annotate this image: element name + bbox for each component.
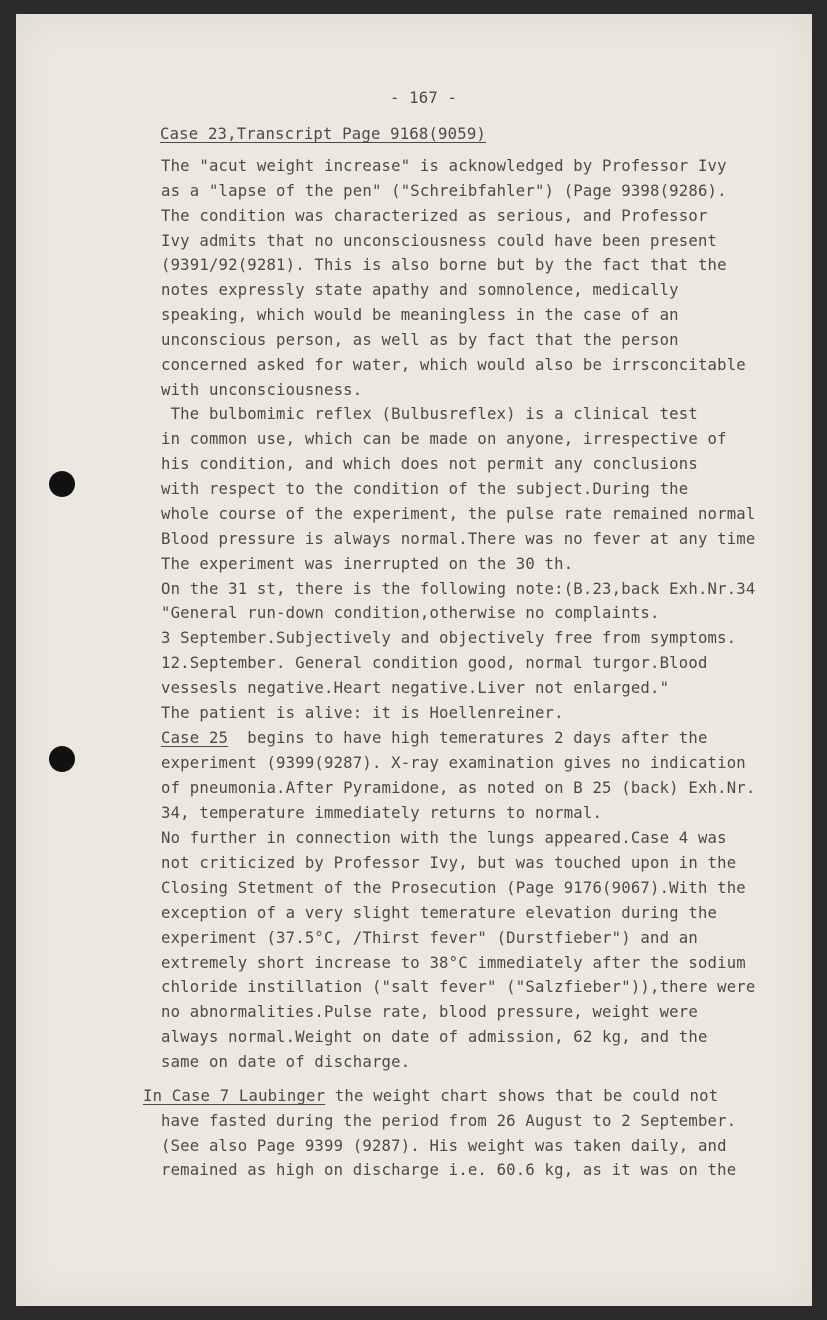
text-line: 3 September.Subjectively and objectively free from symptoms. <box>161 629 737 647</box>
case-7-label <box>143 1087 325 1105</box>
text-line: The experiment was inerrupted on the 30 th. <box>161 555 574 573</box>
text-line: The bulbomimic reflex (Bulbusreflex) is a clinical test <box>161 405 698 423</box>
punch-hole-top <box>49 471 75 497</box>
text-line: experiment (37.5°C, /Thirst fever" (Durstfieber") and an <box>161 929 698 947</box>
text-line: The condition was characterized as serious, and Professor <box>161 207 708 225</box>
text-line: his condition, and which does not permit any conclusions <box>161 455 698 473</box>
text-line: No further in connection with the lungs appeared.Case 4 was <box>161 829 727 847</box>
text-line: unconscious person, as well as by fact that the person <box>161 331 679 349</box>
text-line: always normal.Weight on date of admission, 62 kg, and the <box>161 1028 708 1046</box>
case-25-line <box>161 728 708 748</box>
page-number: - 167 - <box>390 89 458 107</box>
text-line: with respect to the condition of the subject.During the <box>161 480 689 498</box>
text-line: as a "lapse of the pen" ("Schreibfahler") (Page 9398(9286). <box>161 182 727 200</box>
text-line: chloride instillation ("salt fever" ("Salzfieber")),there were <box>161 978 756 996</box>
case-25-text: begins to have high temeratures 2 days after the <box>228 729 708 747</box>
text-line: same on date of discharge. <box>161 1053 411 1071</box>
text-line: experiment (9399(9287). X-ray examination gives no indication <box>161 754 746 772</box>
text-line: The "acut weight increase" is acknowledged by Professor Ivy <box>161 157 727 175</box>
text-line: extremely short increase to 38°C immediately after the sodium <box>161 954 746 972</box>
text-line: vessesls negative.Heart negative.Liver not enlarged." <box>161 679 670 697</box>
text-line: (See also Page 9399 (9287). His weight was taken daily, and <box>161 1137 727 1155</box>
case-7-prefix: In <box>143 1087 163 1105</box>
text-line: 34, temperature immediately returns to normal. <box>161 804 603 822</box>
case-7-text: the weight chart shows that be could not <box>325 1087 719 1105</box>
text-line: On the 31 st, there is the following note:(B.23,back Exh.Nr.34 <box>161 580 756 598</box>
text-line: of pneumonia.After Pyramidone, as noted on B 25 (back) Exh.Nr. <box>161 779 756 797</box>
case-7-name: Case 7 Laubinger <box>162 1087 326 1105</box>
text-line: Blood pressure is always normal.There was no fever at any time <box>161 530 756 548</box>
text-line: not criticized by Professor Ivy, but was touched upon in the <box>161 854 737 872</box>
text-line: Closing Stetment of the Prosecution (Page 9176(9067).With the <box>161 879 746 897</box>
text-line: exception of a very slight temerature elevation during the <box>161 904 718 922</box>
text-line: concerned asked for water, which would also be irrsconcitable <box>161 356 746 374</box>
text-line: remained as high on discharge i.e. 60.6 kg, as it was on the <box>161 1161 737 1179</box>
case-7-line <box>143 1086 718 1106</box>
text-line: whole course of the experiment, the pulse rate remained normal <box>161 505 756 523</box>
text-line: have fasted during the period from 26 August to 2 September. <box>161 1112 737 1130</box>
punch-hole-bottom <box>49 746 75 772</box>
text-line: The patient is alive: it is Hoellenreiner. <box>161 704 564 722</box>
text-line: no abnormalities.Pulse rate, blood pressure, weight were <box>161 1003 698 1021</box>
case-25-label: Case 25 <box>161 729 229 747</box>
text-line: 12.September. General condition good, normal turgor.Blood <box>161 654 708 672</box>
text-line: speaking, which would be meaningless in the case of an <box>161 306 679 324</box>
text-line: (9391/92(9281). This is also borne but by the fact that the <box>161 256 727 274</box>
text-line: Ivy admits that no unconsciousness could have been present <box>161 232 718 250</box>
text-line: in common use, which can be made on anyone, irrespective of <box>161 430 727 448</box>
text-line: notes expressly state apathy and somnolence, medically <box>161 281 679 299</box>
text-line: "General run-down condition,otherwise no complaints. <box>161 604 660 622</box>
case-heading: Case 23,Transcript Page 9168(9059) <box>160 125 486 143</box>
text-line: with unconsciousness. <box>161 381 363 399</box>
